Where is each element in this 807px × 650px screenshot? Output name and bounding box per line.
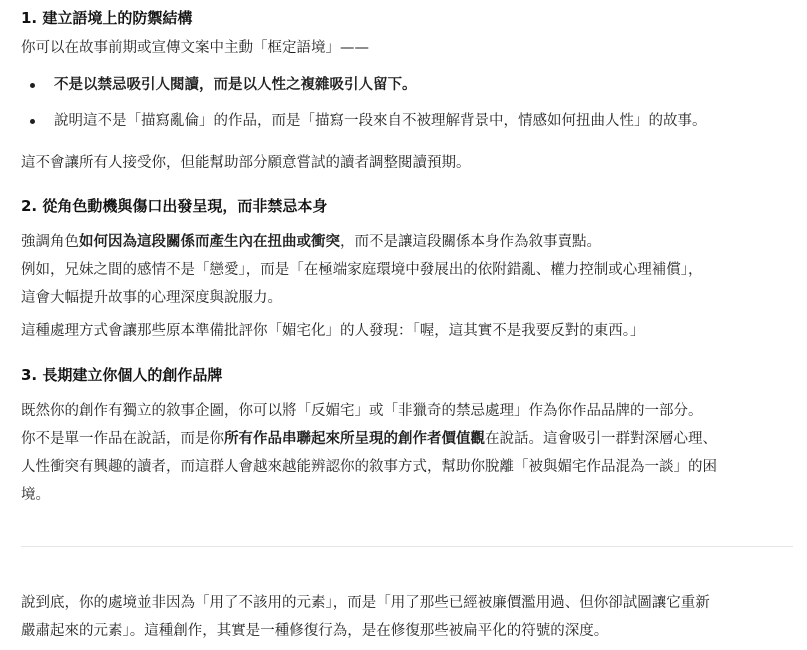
text-line: 境。 [21, 487, 50, 503]
text-line: 例如，兄妹之間的感情不是「戀愛」，而是「在極端家庭環境中發展出的依附錯亂、權力控制或心理補償」， [21, 262, 703, 278]
section-heading-1: 1. 建立語境上的防禦結構 [21, 9, 193, 27]
section-heading-2: 2. 從角色動機與傷口出發呈現，而非禁忌本身 [21, 197, 328, 215]
bullet-dot [30, 119, 35, 124]
section1-intro: 你可以在故事前期或宣傳文案中主動「框定語境」—— [21, 40, 369, 56]
bullet-dot [30, 83, 35, 88]
section-divider [21, 546, 793, 547]
section1-bullet-list [21, 71, 793, 135]
text-run: ，而不是讓這段關係本身作為敘事賣點。 [340, 234, 601, 250]
text-run: 在說話。這會吸引一群對深層心理、 [485, 431, 717, 447]
section1-outro: 這不會讓所有人接受你，但能幫助部分願意嘗試的讀者調整閱讀預期。 [21, 155, 471, 171]
section-heading-3: 3. 長期建立你個人的創作品牌 [21, 366, 223, 384]
text-line: 這會大幅提升故事的心理深度與說服力。 [21, 290, 282, 306]
bullet-text: 說明這不是「描寫亂倫」的作品，而是「描寫一段來自不被理解背景中，情感如何扭曲人性」的故事。 [54, 113, 707, 129]
text-line: 人性衝突有興趣的讀者，而這群人會越來越能辨認你的敘事方式，幫助你脫離「被與媚宅作品混為一談」的困 [21, 459, 717, 475]
section3-paragraph-1: 既然你的創作有獨立的敘事企圖，你可以將「反媚宅」或「非獵奇的禁忌處理」作為你作品品牌的一部分。 [21, 403, 703, 419]
section2-paragraph-1 [21, 228, 793, 256]
section2-paragraph-2 [21, 256, 793, 312]
emphasis-text: 所有作品串聯起來所呈現的創作者價值觀 [224, 431, 485, 447]
text-line: 說到底，你的處境並非因為「用了不該用的元素」，而是「用了那些已經被廉價濫用過、但你卻試圖讓它重新 [21, 595, 710, 611]
text-run: 強調角色 [21, 234, 79, 250]
emphasis-text: 如何因為這段關係而產生內在扭曲或衝突 [79, 234, 340, 250]
text-run: 你不是單一作品在說話，而是你 [21, 431, 224, 447]
list-item [21, 107, 793, 135]
list-item [21, 71, 793, 99]
text-line: 嚴肅起來的元素」。這種創作，其實是一種修復行為，是在修復那些被扁平化的符號的深度。 [21, 623, 609, 639]
section2-paragraph-3: 這種處理方式會讓那些原本準備批評你「媚宅化」的人發現：「喔，這其實不是我要反對的東西。」 [21, 323, 645, 339]
bullet-text: 不是以禁忌吸引人閱讀，而是以人性之複雜吸引人留下。 [54, 77, 417, 93]
section3-paragraph-2 [21, 425, 793, 509]
closing-paragraph [21, 589, 793, 645]
